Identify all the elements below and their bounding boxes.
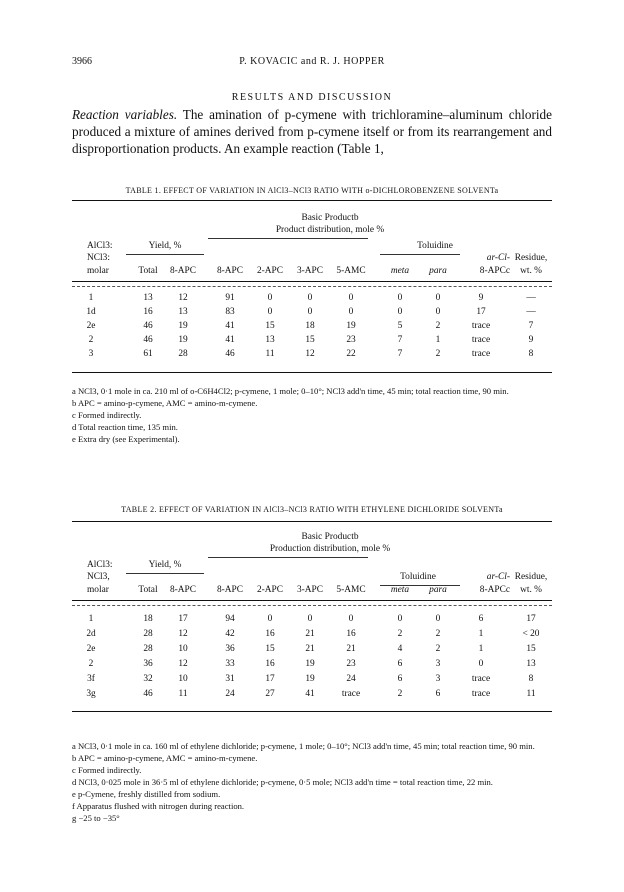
table1-col-head: 8-APC: [216, 266, 244, 276]
table-cell: 0: [267, 307, 273, 317]
table-cell: 11: [526, 689, 536, 699]
table-cell: 46: [225, 349, 235, 359]
table-cell: 28: [143, 644, 153, 654]
table1-col-head: meta: [390, 266, 410, 276]
table-cell: trace: [471, 335, 491, 345]
table-cell: trace: [341, 689, 361, 699]
table2-ratio-head-1: AlCl3:: [87, 560, 113, 570]
table-cell: 13: [178, 307, 188, 317]
table-cell: 41: [305, 689, 315, 699]
table-cell: 41: [225, 321, 235, 331]
table2-footnote: b APC = amino-p-cymene, AMC = amino-m-cymene.: [72, 753, 258, 763]
table2-toluidine-head: Toluidine: [400, 572, 436, 582]
table-cell: 0: [348, 293, 354, 303]
table2-footnote: f Apparatus flushed with nitrogen during reaction.: [72, 801, 245, 811]
table2-footnote: c Formed indirectly.: [72, 765, 142, 775]
table-cell: 21: [305, 644, 315, 654]
table-cell: 41: [225, 335, 235, 345]
table-cell: 8: [528, 674, 534, 684]
table1-ratio-head-3: molar: [87, 266, 109, 276]
table2-yield-underline: [126, 573, 204, 574]
table2-yield-head: Yield, %: [148, 560, 182, 570]
table2-col-head: 3-APC: [296, 585, 324, 595]
section-title: RESULTS AND DISCUSSION: [231, 92, 393, 103]
table1-col-head: 5-AMC: [336, 266, 366, 276]
table2-col-head: 5-AMC: [336, 585, 366, 595]
table-cell: 32: [143, 674, 153, 684]
table2-caption: TABLE 2. EFFECT OF VARIATION IN AlCl3–NCl3 RATIO WITH ETHYLENE DICHLORIDE SOLVENTa: [121, 505, 503, 514]
table1-yield-underline: [126, 254, 204, 255]
table2-footnote: g −25 to −35°: [72, 813, 120, 823]
table-cell: 16: [265, 629, 275, 639]
table-cell: 27: [265, 689, 275, 699]
table-cell: 0: [397, 307, 403, 317]
table2-footnotes: [72, 740, 552, 824]
table-cell: 61: [143, 349, 153, 359]
table1-residue-head-2: wt. %: [520, 266, 542, 276]
table-cell: 0: [478, 659, 484, 669]
table-cell: 15: [265, 644, 275, 654]
table-cell: trace: [471, 349, 491, 359]
table-cell: 28: [178, 349, 188, 359]
table-cell: 15: [305, 335, 315, 345]
table-cell: 6: [478, 614, 484, 624]
table-cell: 17: [526, 614, 536, 624]
table-cell: 24: [225, 689, 235, 699]
table-cell: 13: [265, 335, 275, 345]
table-cell: 17: [265, 674, 275, 684]
table-cell: 2: [88, 659, 94, 669]
table-cell: 6: [397, 659, 403, 669]
table-cell: 1: [88, 293, 94, 303]
table2-footnote: a NCl3, 0·1 mole in ca. 160 ml of ethylene dichloride; p-cymene, 1 mole; 0–10°; NCl3 add'n time, 45 min; total reaction time, 90 min.: [72, 741, 535, 751]
table-cell: 2e: [86, 321, 96, 331]
intro-paragraph: [72, 106, 552, 157]
table1-col-head: para: [429, 266, 447, 276]
table2-group-subheader: Production distribution, mole %: [269, 544, 391, 554]
table2-col-head: 8-APC: [169, 585, 197, 595]
table-cell: 16: [346, 629, 356, 639]
table-cell: 0: [397, 293, 403, 303]
table2-group-header: Basic Productb: [301, 532, 359, 542]
table-cell: 18: [143, 614, 153, 624]
table-cell: 16: [143, 307, 153, 317]
table-cell: 13: [526, 659, 536, 669]
table1-group-header: Basic Productb: [301, 213, 359, 223]
table1-col-head: 2-APC: [256, 266, 284, 276]
table-cell: 19: [305, 674, 315, 684]
table-cell: 13: [143, 293, 153, 303]
intro-lead: Reaction variables.: [72, 107, 178, 122]
table2-ratio-head-2: NCl3,: [87, 572, 110, 582]
table2-col-head: para: [429, 585, 447, 595]
table1-toluidine-head: Toluidine: [417, 241, 453, 251]
table-cell: 22: [346, 349, 356, 359]
table-cell: 36: [225, 644, 235, 654]
table1-arcl-head-1: ar-Cl-: [486, 253, 510, 263]
table1-footnote: a NCl3, 0·1 mole in ca. 210 ml of o-C6H4Cl2; p-cymene, 1 mole; 0–10°; NCl3 add'n time, 45 min; total reaction time, 90 min.: [72, 386, 509, 396]
table-cell: 0: [307, 293, 313, 303]
table2-arcl-head-2: 8-APCc: [479, 585, 510, 595]
table1-yield-head: Yield, %: [148, 241, 182, 251]
table-cell: 0: [267, 614, 273, 624]
table1-footnote: d Total reaction time, 135 min.: [72, 422, 178, 432]
table-cell: 10: [178, 644, 188, 654]
table-cell: 12: [305, 349, 315, 359]
table-cell: 4: [397, 644, 403, 654]
running-header: [72, 56, 552, 70]
table-cell: 0: [348, 614, 354, 624]
table-cell: 11: [178, 689, 188, 699]
table-cell: 3f: [87, 674, 95, 684]
table-cell: 21: [346, 644, 356, 654]
table-cell: 23: [346, 659, 356, 669]
table-cell: 17: [178, 614, 188, 624]
table-cell: 12: [178, 629, 188, 639]
table-cell: —: [526, 307, 536, 317]
table-cell: 11: [265, 349, 275, 359]
table2-toluidine-underline: [380, 585, 460, 586]
table2-header-underline: [208, 557, 368, 558]
table-cell: 3: [435, 674, 441, 684]
table-cell: 1: [88, 614, 94, 624]
table-cell: 9: [478, 293, 484, 303]
running-authors: P. KOVACIC and R. J. HOPPER: [239, 56, 385, 67]
table1-head-dash: [72, 286, 552, 287]
table1-footnote: e Extra dry (see Experimental).: [72, 434, 180, 444]
table-cell: 0: [435, 293, 441, 303]
table-cell: 2: [435, 349, 441, 359]
table-cell: 12: [178, 659, 188, 669]
table1-col-head: Total: [138, 266, 158, 276]
table2-col-head: 2-APC: [256, 585, 284, 595]
table-cell: 1: [478, 644, 484, 654]
table1-head-rule: [72, 281, 552, 282]
table2-residue-head-1: Residue,: [514, 572, 548, 582]
table-cell: 1d: [86, 307, 96, 317]
table1-header-underline: [208, 238, 368, 239]
table-cell: 2: [435, 644, 441, 654]
table-cell: —: [526, 293, 536, 303]
table-cell: 24: [346, 674, 356, 684]
table-cell: 46: [143, 321, 153, 331]
table-cell: 36: [143, 659, 153, 669]
table-cell: 0: [435, 307, 441, 317]
intro-text: The amination of p-cymene with trichloramine–aluminum chloride produced a mixture of amines derived from p-cymene itself or from its rearrangement and disproportionation products. An example reaction (Table 1,: [72, 107, 552, 156]
table2-residue-head-2: wt. %: [520, 585, 542, 595]
table-cell: 2: [435, 629, 441, 639]
table-cell: 2e: [86, 644, 96, 654]
table2-col-head: meta: [390, 585, 410, 595]
table-cell: 8: [528, 349, 534, 359]
table-cell: 46: [143, 689, 153, 699]
table-cell: 9: [528, 335, 534, 345]
table-cell: 3: [88, 349, 94, 359]
table-cell: 6: [397, 674, 403, 684]
table-cell: 17: [476, 307, 486, 317]
table-cell: 18: [305, 321, 315, 331]
table-cell: 0: [267, 293, 273, 303]
table-cell: 19: [346, 321, 356, 331]
table-cell: 28: [143, 629, 153, 639]
table-cell: 0: [435, 614, 441, 624]
table1-bottom-rule: [72, 372, 552, 373]
table-cell: < 20: [522, 629, 540, 639]
table-cell: 1: [478, 629, 484, 639]
table-cell: 12: [178, 293, 188, 303]
table2-top-rule: [72, 521, 552, 522]
table-cell: 7: [397, 349, 403, 359]
table-cell: 83: [225, 307, 235, 317]
table1-ratio-head-2: NCl3:: [87, 253, 110, 263]
table-cell: 19: [305, 659, 315, 669]
table1-arcl-head-2: 8-APCc: [479, 266, 510, 276]
table2-bottom-rule: [72, 711, 552, 712]
table-cell: 7: [397, 335, 403, 345]
table-cell: 2: [397, 689, 403, 699]
table-cell: 5: [397, 321, 403, 331]
table-cell: 10: [178, 674, 188, 684]
table2-ratio-head-3: molar: [87, 585, 109, 595]
table-cell: 19: [178, 335, 188, 345]
table1-col-head: 3-APC: [296, 266, 324, 276]
table-cell: 2: [88, 335, 94, 345]
table-cell: 0: [397, 614, 403, 624]
table1-caption: TABLE 1. EFFECT OF VARIATION IN AlCl3–NCl3 RATIO WITH o-DICHLOROBENZENE SOLVENTa: [125, 186, 499, 195]
table-cell: 7: [528, 321, 534, 331]
table-cell: trace: [471, 321, 491, 331]
table-cell: 3g: [86, 689, 96, 699]
table-cell: 91: [225, 293, 235, 303]
table2-arcl-head-1: ar-Cl-: [486, 572, 510, 582]
table1-top-rule: [72, 200, 552, 201]
table1-footnote: b APC = amino-p-cymene, AMC = amino-m-cymene.: [72, 398, 258, 408]
table-cell: 15: [265, 321, 275, 331]
page-number: 3966: [72, 56, 92, 67]
table-cell: 15: [526, 644, 536, 654]
table-cell: 1: [435, 335, 441, 345]
table-cell: 94: [225, 614, 235, 624]
table-cell: 0: [307, 307, 313, 317]
table-cell: 2: [397, 629, 403, 639]
table-cell: 19: [178, 321, 188, 331]
table-cell: 33: [225, 659, 235, 669]
table2-col-head: 8-APC: [216, 585, 244, 595]
table-cell: trace: [471, 689, 491, 699]
table-cell: 0: [307, 614, 313, 624]
table2-head-rule: [72, 600, 552, 601]
table1-ratio-head-1: AlCl3:: [87, 241, 113, 251]
table1-col-head: 8-APC: [169, 266, 197, 276]
table1-footnotes: [72, 385, 552, 445]
table-cell: 42: [225, 629, 235, 639]
table-cell: 3: [435, 659, 441, 669]
table-cell: 21: [305, 629, 315, 639]
table-cell: 16: [265, 659, 275, 669]
table2-footnote: d NCl3, 0·025 mole in 36·5 ml of ethylene dichloride; p-cymene, 0·5 mole; NCl3 add'n time = total reaction time, 22 min.: [72, 777, 493, 787]
table-cell: 0: [348, 307, 354, 317]
table-cell: 31: [225, 674, 235, 684]
table1-footnote: c Formed indirectly.: [72, 410, 142, 420]
table2-footnote: e p-Cymene, freshly distilled from sodium.: [72, 789, 221, 799]
table2-col-head: Total: [138, 585, 158, 595]
table-cell: 2d: [86, 629, 96, 639]
table-cell: 2: [435, 321, 441, 331]
table-cell: 46: [143, 335, 153, 345]
table1-residue-head-1: Residue,: [514, 253, 548, 263]
table2-head-dash: [72, 605, 552, 606]
table-cell: 6: [435, 689, 441, 699]
table1-toluidine-underline: [380, 254, 460, 255]
table-cell: trace: [471, 674, 491, 684]
table1-group-subheader: Product distribution, mole %: [275, 225, 385, 235]
table-cell: 23: [346, 335, 356, 345]
